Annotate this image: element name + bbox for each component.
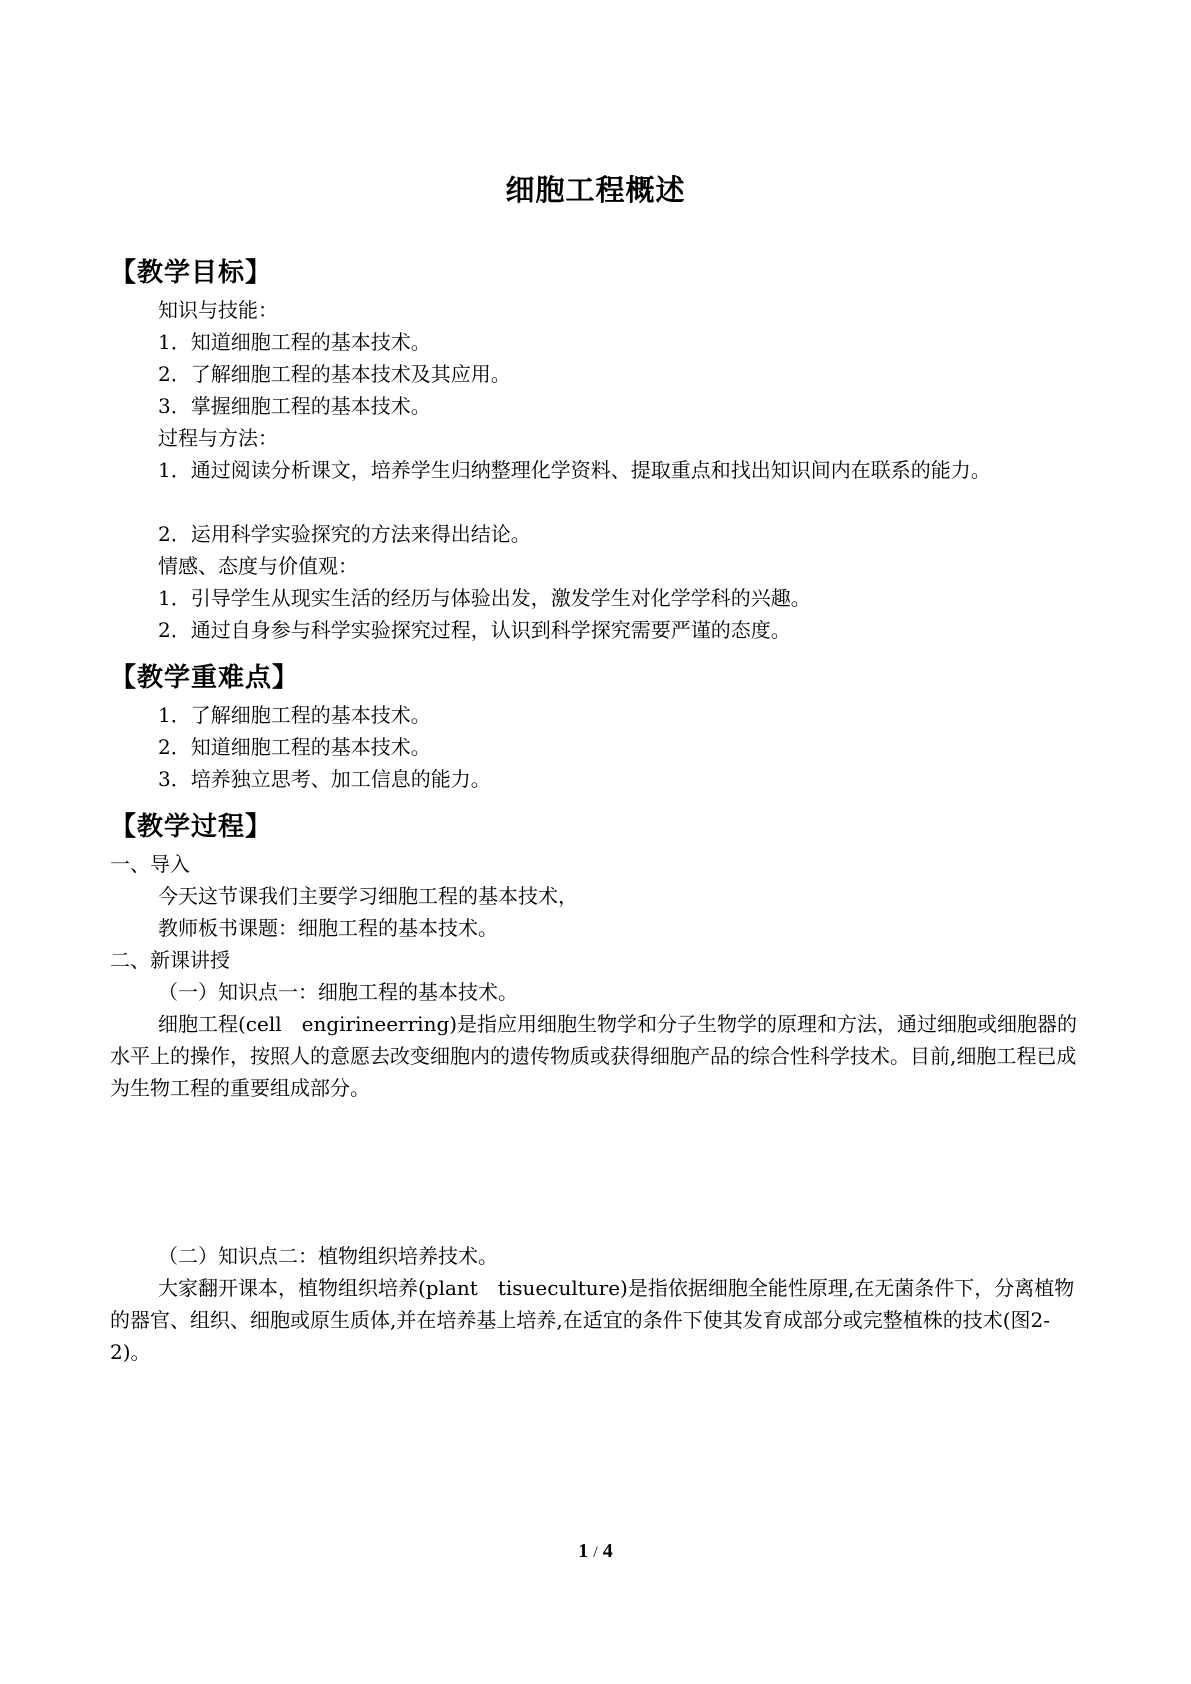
part1-line: 今天这节课我们主要学习细胞工程的基本技术，	[158, 884, 578, 908]
keypoint-item: 2．知道细胞工程的基本技术。	[158, 735, 431, 759]
part2-label: 二、新课讲授	[110, 948, 230, 972]
section-heading-process: 【教学过程】	[110, 812, 273, 842]
knowledge-item: 2．了解细胞工程的基本技术及其应用。	[158, 362, 511, 386]
process-item-1: 1．通过阅读分析课文，培养学生归纳整理化学资料、提取重点和找出知识间内在联系的能力。	[158, 458, 991, 482]
knowledge-item: 3．掌握细胞工程的基本技术。	[158, 394, 431, 418]
section-heading-keypoints: 【教学重难点】	[110, 663, 300, 693]
emotion-item: 1．引导学生从现实生活的经历与体验出发，激发学生对化学学科的兴趣。	[158, 586, 811, 610]
knowledge-point-2-label: （二）知识点二：植物组织培养技术。	[158, 1244, 498, 1268]
knowledge-point-2-text: 大家翻开课本，植物组织培养(plant tisueculture)是指依据细胞全能性原理,在无菌条件下，分离植物的器官、组织、细胞或原生质体,并在培养基上培养,在适宜的条件下使其发育成部分或完整植株的技术(图2-2)。	[110, 1276, 1075, 1364]
part1-label: 一、导入	[110, 852, 190, 876]
keypoint-item: 1．了解细胞工程的基本技术。	[158, 703, 431, 727]
knowledge-point-1-label: （一）知识点一：细胞工程的基本技术。	[158, 980, 518, 1004]
section-heading-goals: 【教学目标】	[110, 258, 273, 288]
page-title: 细胞工程概述	[505, 173, 686, 207]
page-total: 4	[602, 1540, 613, 1562]
page-number	[0, 1540, 1191, 1563]
knowledge-point-1-text: 细胞工程(cell engirineerring)是指应用细胞生物学和分子生物学的原理和方法，通过细胞或细胞器的水平上的操作，按照人的意愿去改变细胞内的遗传物质或获得细胞产品的综合性科学技术。目前,细胞工程已成为生物工程的重要组成部分。	[110, 1012, 1078, 1100]
emotion-label: 情感、态度与价值观：	[158, 554, 358, 578]
keypoint-item: 3．培养独立思考、加工信息的能力。	[158, 767, 491, 791]
emotion-item: 2．通过自身参与科学实验探究过程，认识到科学探究需要严谨的态度。	[158, 618, 791, 642]
part1-line: 教师板书课题：细胞工程的基本技术。	[158, 916, 498, 940]
knowledge-label: 知识与技能：	[158, 298, 278, 322]
process-item-2: 2．运用科学实验探究的方法来得出结论。	[158, 522, 531, 546]
process-label: 过程与方法：	[158, 426, 278, 450]
page-current: 1	[578, 1540, 589, 1562]
knowledge-item: 1．知道细胞工程的基本技术。	[158, 330, 431, 354]
page-separator: /	[593, 1544, 598, 1561]
